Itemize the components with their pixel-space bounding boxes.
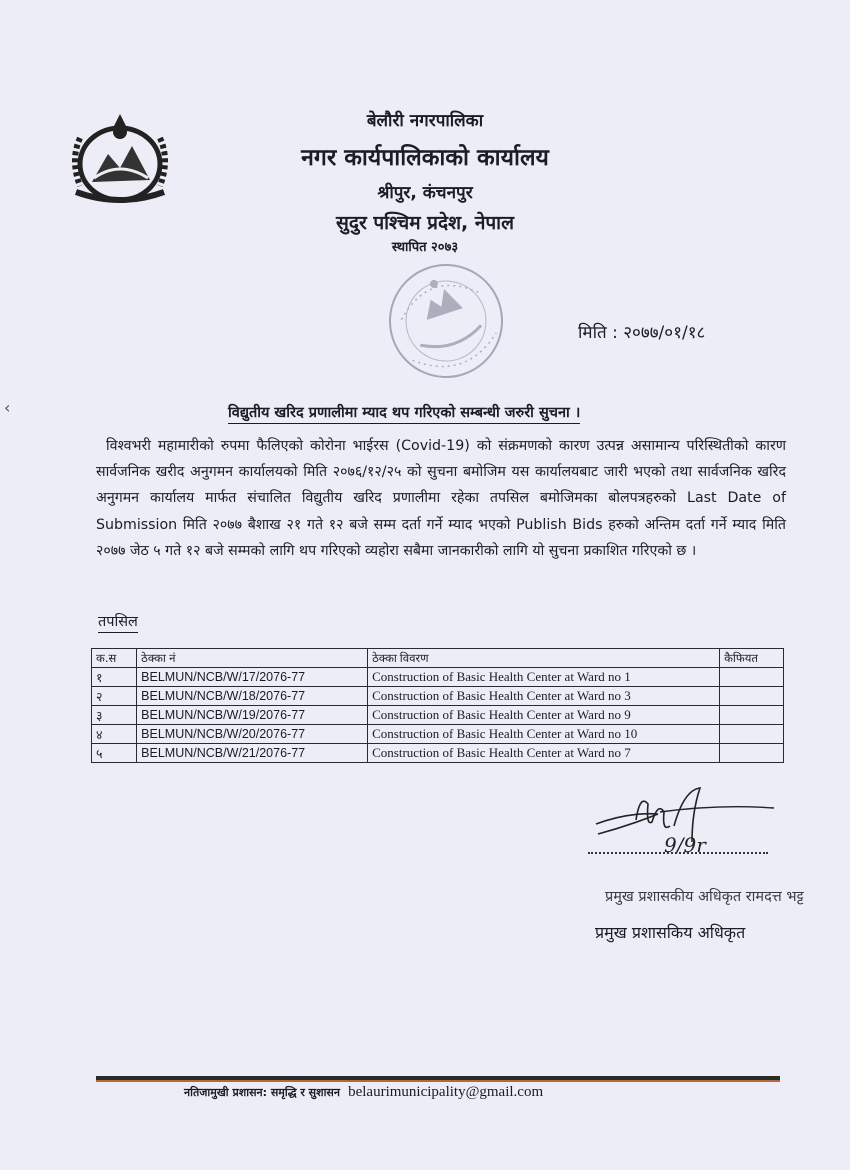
notice-subject: विद्युतीय खरिद प्रणालीमा म्याद थप गरिएको सम्बन्धी जरुरी सुचना ।	[228, 402, 580, 424]
notice-body	[96, 433, 786, 564]
cell-sn: ३	[92, 706, 137, 725]
cell-contract-no: BELMUN/NCB/W/21/2076-77	[137, 744, 368, 763]
col-header-contract-no: ठेक्का नं	[137, 649, 368, 668]
cell-sn: २	[92, 687, 137, 706]
office-name: नगर कार्यपालिकाको कार्यालय	[301, 145, 549, 171]
table-row	[92, 687, 784, 706]
col-header-description: ठेक्का विवरण	[368, 649, 720, 668]
nepal-emblem-icon	[62, 108, 178, 212]
col-header-remarks: कैफियत	[720, 649, 784, 668]
contract-table	[91, 648, 784, 763]
cell-description: Construction of Basic Health Center at Ward no 1	[368, 668, 720, 687]
footer-slogan: नतिजामुखी प्रशासन: समृद्धि र सुशासन	[184, 1086, 340, 1099]
cell-remarks	[720, 668, 784, 687]
svg-text:9/9r: 9/9r	[664, 833, 706, 857]
notice-date: मिति : २०७७/०१/१८	[578, 323, 706, 343]
handwritten-signature	[588, 782, 788, 862]
office-stamp	[380, 256, 512, 386]
cell-contract-no: BELMUN/NCB/W/19/2076-77	[137, 706, 368, 725]
signature-line	[588, 852, 768, 854]
cell-remarks	[720, 744, 784, 763]
cell-contract-no: BELMUN/NCB/W/18/2076-77	[137, 687, 368, 706]
cell-remarks	[720, 706, 784, 725]
footer-accent-line	[96, 1080, 780, 1082]
schedule-label: तपसिल	[98, 611, 138, 633]
established-year: स्थापित २०७३	[391, 240, 459, 255]
footer	[184, 1084, 543, 1101]
table-header-row	[92, 649, 784, 668]
cell-sn: १	[92, 668, 137, 687]
cell-description: Construction of Basic Health Center at Ward no 3	[368, 687, 720, 706]
cell-remarks	[720, 687, 784, 706]
table-row	[92, 725, 784, 744]
col-header-sn: क.स	[92, 649, 137, 668]
table-row	[92, 744, 784, 763]
footer-email: belaurimunicipality@gmail.com	[348, 1084, 544, 1100]
cell-sn: ४	[92, 725, 137, 744]
cell-description: Construction of Basic Health Center at Ward no 9	[368, 706, 720, 725]
signatory-title: प्रमुख प्रशासकिय अधिकृत	[595, 923, 746, 942]
province-name: सुदुर पश्चिम प्रदेश, नेपाल	[336, 212, 514, 234]
municipality-name: बेलौरी नगरपालिका	[366, 111, 484, 131]
notice-body-paragraph: विश्वभरी महामारीको रुपमा फैलिएको कोरोना भाईरस (Covid-19) को संक्रमणको कारण उत्पन्न असामान्य परिस्थितीको कारण सार्वजनिक खरीद अनुगमन कार्यालयको मिति २०७६/१२/२५ को सुचना बमोजिम यस कार्यालयबाट जारी भएको तथा सार्वजनिक खरिद अनुगमन कार्यालय मार्फत संचालित विद्युतीय खरिद प्रणालीमा रहेका तपसिल बमोजिमका बोलपत्रहरुको Last Date of Submission मिति २०७७ बैशाख २१ गते १२ बजे सम्म दर्ता गर्ने म्याद भएको Publish Bids हरुको अन्तिम दर्ता गर्ने म्याद मिति २०७७ जेठ ५ गते १२ बजे सम्मको लागि थप गरिएको व्यहोरा सबैमा जानकारीको लागि यो सुचना प्रकाशित गरिएको छ ।	[96, 438, 786, 559]
cell-description: Construction of Basic Health Center at Ward no 10	[368, 725, 720, 744]
cell-sn: ५	[92, 744, 137, 763]
cell-contract-no: BELMUN/NCB/W/17/2076-77	[137, 668, 368, 687]
table-row	[92, 668, 784, 687]
signatory-name-stamp: प्रमुख प्रशासकीय अधिकृत रामदत्त भट्ट	[605, 889, 804, 905]
cell-remarks	[720, 725, 784, 744]
cell-description: Construction of Basic Health Center at Ward no 7	[368, 744, 720, 763]
cell-contract-no: BELMUN/NCB/W/20/2076-77	[137, 725, 368, 744]
table-row	[92, 706, 784, 725]
office-address: श्रीपुर, कंचनपुर	[377, 183, 473, 203]
margin-mark: ‹	[4, 398, 11, 417]
